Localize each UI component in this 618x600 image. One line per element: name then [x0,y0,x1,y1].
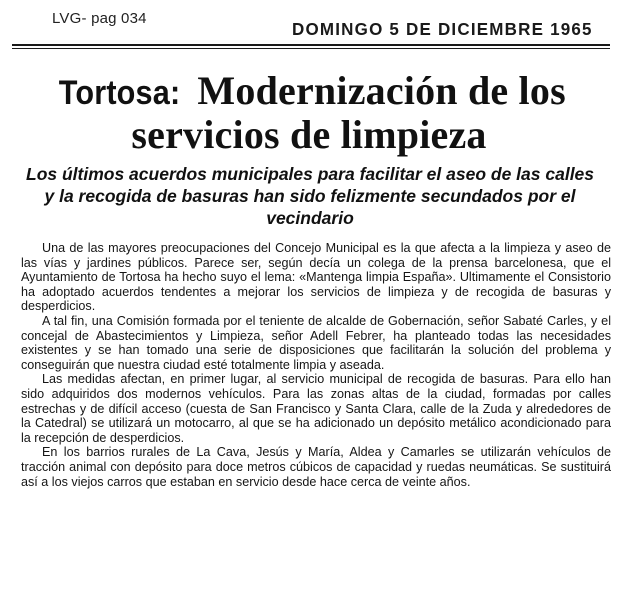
article-paragraph: Las medidas afectan, en primer lugar, al servicio municipal de recogida de basuras. Para ello han sido adquiridos dos modernos vehículos. Para las zonas altas de la ciudad, formadas por calles estrechas y de difícil acceso (cuesta de San Francisco y Santa Clara, calle de la Zuda y alrededores de la Catedral) se utilizará un motocarro, al que se ha adicionado un depósito metálico acondicionado para la recepción de desperdicios. [21,372,611,445]
clipping-reference-label: LVG- pag 034 [52,10,147,27]
headline-line-1 [14,70,604,114]
article-paragraph: En los barrios rurales de La Cava, Jesús y María, Aldea y Camarles se utilizarán vehículos de tracción animal con depósito para doce metros cúbicos de capacidad y ruedas neumáticas. Se sustituirá así a los viejos carros que estaban en servicio desde hace cerca de veinte años. [21,445,611,489]
article-body [21,241,611,489]
headline-line-2: servicios de limpieza [131,112,487,157]
article-paragraph: Una de las mayores preocupaciones del Concejo Municipal es la que afecta a la limpieza y aseo de las vías y jardines públicos. Parece ser, según decía un colega de la prensa barcelonesa, que el Ayuntamiento de Tortosa ha hecho suyo el lema: «Mantenga limpia España». Ultimamente el Consistorio ha adoptado acuerdos tendentes a mejorar los servicios de limpieza y de recogida de basuras y desperdicios. [21,241,611,314]
masthead-date: DOMINGO 5 DE DICIEMBRE 1965 [292,19,593,40]
masthead-rule [12,44,610,46]
masthead-rule-thin [12,48,610,49]
article-headline [14,70,604,156]
article-paragraph: A tal fin, una Comisión formada por el teniente de alcalde de Gobernación, señor Sabaté Carles, y el concejal de Abastecimientos y Limpieza, señor Adell Febrer, ha planteado todas las necesidades existentes y se han tomado una serie de disposiciones que facilitarán la solución del problema y conseguirán que nuestra ciudad esté totalmente limpia y aseada. [21,313,611,372]
headline-place: Tortosa: [58,74,181,112]
article-subheadline: Los últimos acuerdos municipales para facilitar el aseo de las calles y la recogida de basuras han sido felizmente secundados por el vecindario [26,164,595,228]
headline-line-1-text: Modernización de los [197,68,566,113]
